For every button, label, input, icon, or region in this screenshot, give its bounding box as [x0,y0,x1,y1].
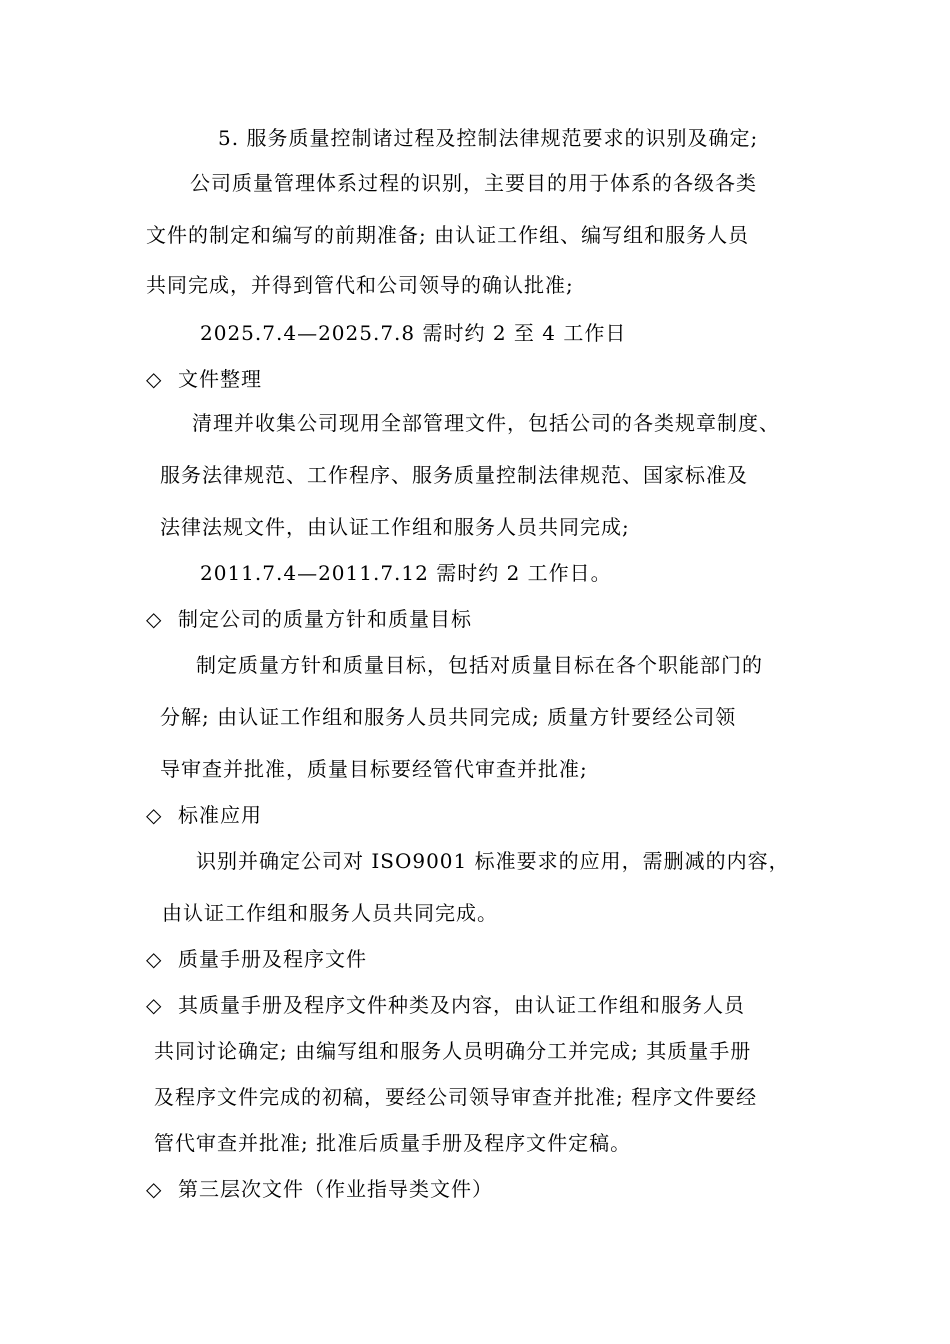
section-third-level-documents [146,1176,493,1202]
schedule-line: 2011.7.4—2011.7.12 需时约 2 工作日。 [200,561,612,585]
section-title: 制定公司的质量方针和质量目标 [178,607,472,631]
paragraph-line: 服务法律规范、工作程序、服务质量控制法律规范、国家标准及 [160,463,748,487]
section-standard-application [146,802,262,828]
section-title: 文件整理 [178,367,262,391]
paragraph-line: 共同完成，并得到管代和公司领导的确认批准; [146,273,574,297]
diamond-bullet-icon: ◇ [146,607,163,631]
paragraph-line: 及程序文件完成的初稿，要经公司领导审查并批准; 程序文件要经 [154,1085,758,1109]
paragraph-line: 制定质量方针和质量目标，包括对质量目标在各个职能部门的 [196,653,763,677]
diamond-bullet-icon: ◇ [146,947,163,971]
paragraph-line: 文件的制定和编写的前期准备; 由认证工作组、编写组和服务人员 [146,223,750,247]
paragraph-line: 法律法规文件，由认证工作组和服务人员共同完成; [160,515,630,539]
paragraph-line: 由认证工作组和服务人员共同完成。 [162,901,498,925]
paragraph-line: 清理并收集公司现用全部管理文件，包括公司的各类规章制度、 [192,411,780,435]
diamond-bullet-icon: ◇ [146,1177,163,1201]
diamond-bullet-icon: ◇ [146,803,163,827]
schedule-line: 2025.7.4—2025.7.8 需时约 2 至 4 工作日 [200,321,627,345]
item-5-heading: 5. 服务质量控制诸过程及控制法律规范要求的识别及确定; [218,126,759,150]
section-manual-content [146,992,745,1018]
paragraph-line: 管代审查并批准; 批准后质量手册及程序文件定稿。 [154,1131,632,1155]
section-title: 质量手册及程序文件 [178,947,367,971]
section-file-organization [146,366,262,392]
paragraph-line: 共同讨论确定; 由编写组和服务人员明确分工并完成; 其质量手册 [154,1039,752,1063]
section-text: 其质量手册及程序文件种类及内容，由认证工作组和服务人员 [178,993,745,1017]
section-quality-manual [146,946,367,972]
paragraph-line: 分解; 由认证工作组和服务人员共同完成; 质量方针要经公司领 [160,705,737,729]
diamond-bullet-icon: ◇ [146,367,163,391]
section-quality-policy [146,606,472,632]
section-title: 标准应用 [178,803,262,827]
paragraph-line: 导审查并批准，质量目标要经管代审查并批准; [160,757,588,781]
paragraph-line: 公司质量管理体系过程的识别，主要目的用于体系的各级各类 [190,171,757,195]
paragraph-line: 识别并确定公司对 ISO9001 标准要求的应用，需删减的内容， [196,849,790,873]
diamond-bullet-icon: ◇ [146,993,163,1017]
section-title: 第三层次文件（作业指导类文件） [178,1177,493,1201]
